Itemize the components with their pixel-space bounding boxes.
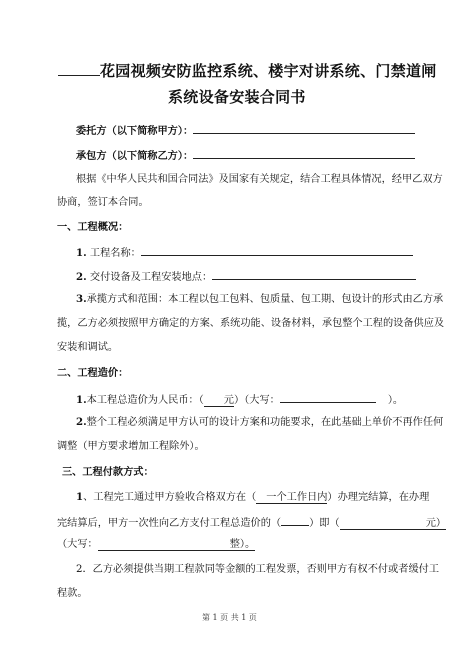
payment-line3 (57, 538, 255, 552)
item-number: 1. (76, 247, 87, 259)
total-price-amount-field[interactable]: 元 (204, 395, 234, 407)
title-blank (58, 61, 100, 76)
install-location-label: 交付设备及工程安装地点： (89, 272, 213, 283)
party-a-field[interactable] (193, 122, 415, 134)
price-terms-text-1: 整个工程必须满足甲方认可的设计方案和功能要求，在此基础上单价不再作任何 (86, 417, 444, 428)
total-price-text: 本工程总造价为人民币：（ (86, 395, 204, 406)
payment-percent-field[interactable] (281, 514, 309, 526)
page-footer: 第 1 页 共 1 页 (202, 613, 257, 622)
section3-heading: 三、工程付款方式： (62, 466, 154, 478)
party-b-label: 承包方（以下简称乙方）： (76, 150, 194, 162)
project-name-field[interactable] (141, 244, 413, 256)
total-price-capital-field[interactable] (280, 391, 376, 403)
scope-text-1: 承揽方式和范围：本工程以包工包料、包质量、包工期、包设计的形式由乙方承 (86, 294, 444, 305)
install-location-field[interactable] (212, 268, 416, 280)
party-a-row (76, 122, 415, 138)
party-a-label: 委托方（以下简称甲方）： (76, 125, 194, 137)
item-number: 2. (76, 416, 87, 428)
item-number: 1 (76, 491, 84, 503)
payment-capital-label: （大写： (57, 539, 98, 550)
item-number: 2. (76, 271, 87, 283)
party-b-row (76, 147, 415, 163)
payment-text-1a: 、工程完工通过甲方验收合格双方在（ (83, 492, 257, 503)
project-name-row (76, 244, 413, 261)
document-title-line2: 系统设备安装合同书 (168, 88, 306, 106)
preamble-line2: 协商，签订本合同。 (57, 197, 149, 208)
payment-text-2b: ）即（ (309, 518, 340, 529)
section2-heading: 二、工程造价： (57, 367, 129, 379)
settlement-period-field[interactable]: 一个工作日内 (256, 492, 327, 504)
document-title-line1 (58, 60, 437, 81)
price-terms-line1 (76, 415, 443, 430)
section1-heading: 一、工程概况： (57, 221, 129, 233)
payment-text-2a: 完结算后，甲方一次性向乙方支付工程总造价的（ (57, 518, 282, 529)
title-text-1: 花园视频安防监控系统、楼宇对讲系统、门禁道闸 (100, 62, 437, 80)
party-b-field[interactable] (193, 147, 415, 159)
invoice-line1: 2．乙方必须提供当期工程款同等金额的工程发票，否则甲方有权不付或者缓付工 (76, 564, 440, 575)
payment-capital-field[interactable]: 整）。 (98, 539, 255, 551)
payment-line1 (76, 490, 429, 505)
project-name-label: 工程名称： (89, 248, 141, 259)
price-terms-line2: 调整（甲方要求增加工程除外）。 (57, 441, 205, 452)
item-number: 3. (76, 293, 87, 305)
preamble-line1: 根据《中华人民共和国合同法》及国家有关规定，结合工程具体情况，经甲乙双方 (76, 174, 443, 185)
payment-amount-field[interactable]: 元） (340, 518, 446, 530)
payment-text-1b: ）办理完结算，在办理 (327, 492, 430, 503)
scope-line2: 揽，乙方必须按照甲方确定的方案、系统功能、设备材料，承包整个工程的设备供应及 (57, 318, 445, 329)
install-location-row (76, 268, 416, 285)
invoice-line2: 程款。 (57, 588, 88, 599)
scope-line3: 安装和调试。 (57, 342, 119, 353)
scope-line1 (76, 292, 443, 307)
total-price-end: ）。 (387, 395, 404, 406)
item-number: 1. (76, 394, 87, 406)
payment-line2 (57, 514, 446, 531)
total-price-capital-label: ）（大写： (233, 395, 280, 406)
total-price-row (76, 391, 403, 408)
